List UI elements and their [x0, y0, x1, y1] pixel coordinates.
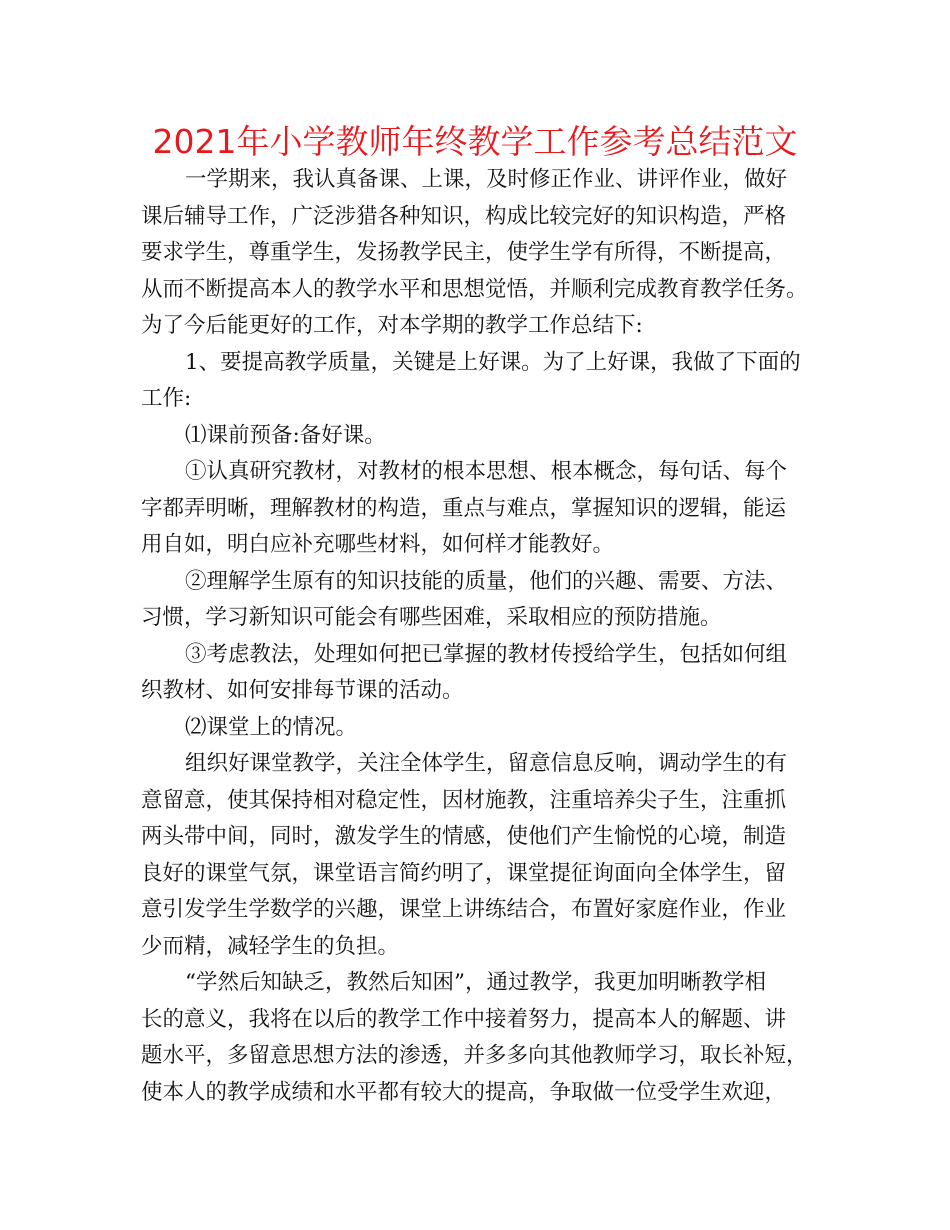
text-line: 良好的课堂气氛，课堂语言简约明了，课堂提征询面向全体学生，留: [141, 860, 787, 886]
text-line: 1、要提高教学质量，关键是上好课。为了上好课，我做了下面的: [185, 349, 801, 375]
text-line: 题水平，多留意思想方法的渗透，并多多向其他教师学习，取长补短，: [141, 1043, 808, 1068]
text-line: 组织好课堂教学，关注全体学生，留意信息反响，调动学生的有: [185, 751, 788, 776]
document-title: 2021年小学教师年终教学工作参考总结范文: [152, 122, 798, 161]
text-line: “学然后知缺乏，教然后知困”，通过教学，我更加明晰教学相: [185, 970, 766, 995]
document-body: [141, 162, 813, 1111]
text-line: ⑵课堂上的情况。: [185, 714, 358, 740]
text-line: 长的意义，我将在以后的教学工作中接着努力，提高本人的解题、讲: [141, 1006, 787, 1032]
text-line: 字都弄明晰，理解教材的构造，重点与难点，掌握知识的逻辑，能运: [141, 495, 787, 521]
text-line: ②理解学生原有的知识技能的质量，他们的兴趣、需要、方法、: [185, 568, 788, 594]
text-line: 从而不断提高本人的教学水平和思想觉悟，并顺利完成教育教学任务。: [141, 276, 808, 302]
text-line: 要求学生，尊重学生，发扬教学民主，使学生学有所得，不断提高，: [141, 240, 787, 265]
text-line: 意引发学生学数学的兴趣，课堂上讲练结合，布置好家庭作业，作业: [141, 897, 787, 922]
text-line: ③考虑教法，处理如何把已掌握的教材传授给学生，包括如何组: [185, 641, 788, 667]
text-line: ①认真研究教材，对教材的根本思想、根本概念，每句话、每个: [185, 459, 788, 484]
text-line: 课后辅导工作，广泛涉猎各种知识，构成比较完好的知识构造，严格: [141, 203, 787, 229]
text-line: 织教材、如何安排每节课的活动。: [141, 678, 464, 703]
text-line: 一学期来，我认真备课、上课，及时修正作业、讲评作业，做好: [185, 167, 788, 192]
text-line: ⑴课前预备:备好课。: [185, 422, 386, 448]
text-line: 习惯，学习新知识可能会有哪些困难，采取相应的预防措施。: [141, 605, 722, 630]
text-line: 为了今后能更好的工作，对本学期的教学工作总结下:: [141, 313, 643, 338]
text-line: 使本人的教学成绩和水平都有较大的提高，争取做一位受学生欢迎，: [141, 1079, 787, 1105]
text-line: 少而精，减轻学生的负担。: [141, 933, 400, 959]
text-line: 两头带中间，同时，激发学生的情感，使他们产生愉悦的心境，制造: [141, 824, 787, 849]
text-line: 意留意，使其保持相对稳定性，因材施教，注重培养尖子生，注重抓: [141, 787, 787, 813]
text-line: 工作:: [141, 386, 192, 411]
text-line: 用自如，明白应补充哪些材料，如何样才能教好。: [141, 532, 615, 557]
